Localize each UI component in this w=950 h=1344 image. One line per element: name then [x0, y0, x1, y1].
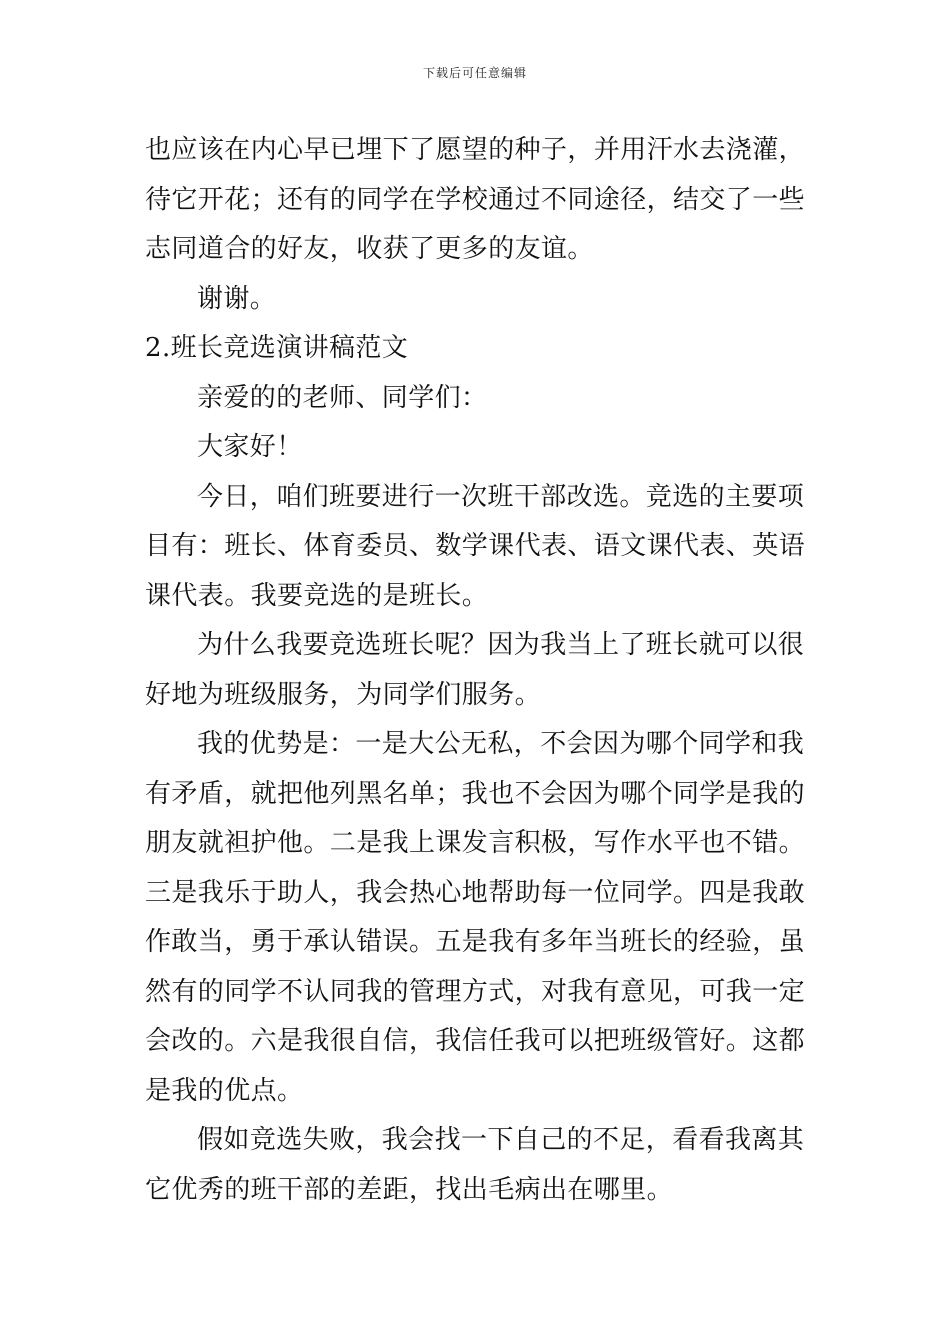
text-line: 我的优势是：一是大公无私，不会因为哪个同学和我	[197, 729, 805, 759]
text-line: 作敢当，勇于承认错误。五是我有多年当班长的经验，虽	[145, 927, 806, 957]
text-line: 志同道合的好友，收获了更多的友谊。	[145, 234, 594, 264]
text-line: 会改的。六是我很自信，我信任我可以把班级管好。这都	[145, 1026, 806, 1056]
text-line: 目有：班长、体育委员、数学课代表、语文课代表、英语	[145, 531, 806, 561]
text-line: 它优秀的班干部的差距，找出毛病出在哪里。	[145, 1174, 674, 1205]
text-line: 大家好！	[197, 432, 303, 462]
text-line: 有矛盾，就把他列黑名单；我也不会因为哪个同学是我的	[145, 778, 806, 809]
text-line: 三是我乐于助人，我会热心地帮助每一位同学。四是我敢	[145, 877, 806, 908]
text-line: 是我的优点。	[145, 1075, 304, 1106]
page-header: 下载后可任意编辑	[422, 66, 527, 80]
text-line: 也应该在内心早已埋下了愿望的种子，并用汗水去浇灌，	[145, 135, 806, 165]
text-line: 谢谢。	[197, 283, 277, 314]
text-line: 课代表。我要竞选的是班长。	[145, 580, 489, 611]
text-line: 为什么我要竞选班长呢？因为我当上了班长就可以很	[197, 630, 805, 660]
text-line: 好地为班级服务，为同学们服务。	[145, 679, 542, 710]
text-line: 然有的同学不认同我的管理方式，对我有意见，可我一定	[145, 976, 806, 1007]
text-line: 今日，咱们班要进行一次班干部改选。竞选的主要项	[197, 481, 805, 512]
section-heading: 2.班长竞选演讲稿范文	[145, 333, 409, 363]
text-line: 假如竞选失败，我会找一下自己的不足，看看我离其	[197, 1125, 805, 1155]
text-line: 待它开花；还有的同学在学校通过不同途径，结交了一些	[145, 184, 806, 215]
text-line: 朋友就袒护他。二是我上课发言积极，写作水平也不错。	[145, 828, 806, 858]
text-line: 亲爱的的老师、同学们：	[197, 382, 488, 413]
document-body	[145, 126, 810, 1215]
